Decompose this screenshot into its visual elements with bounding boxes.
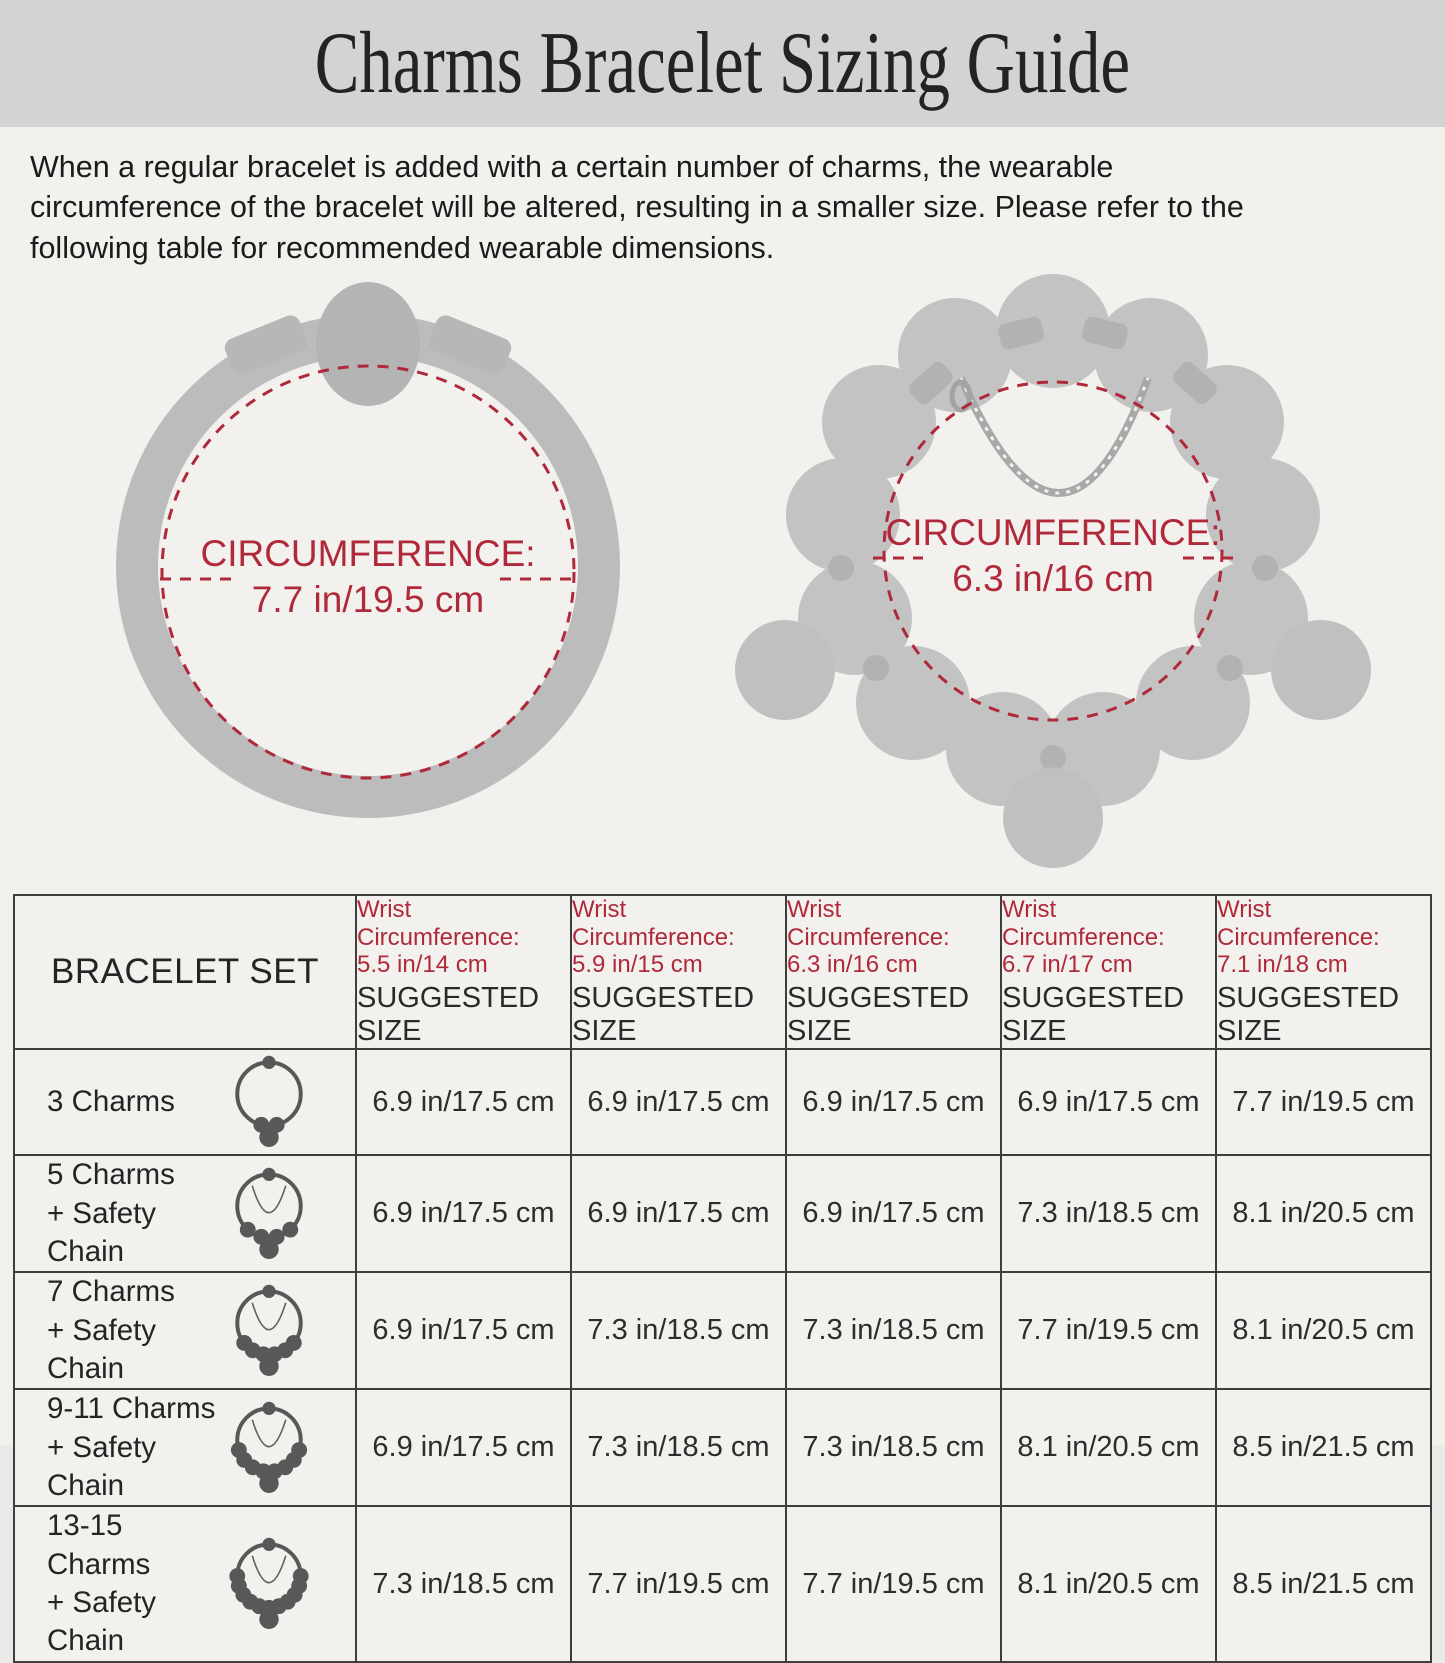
table-row [14, 1049, 1431, 1155]
wrist-circumference-label: Wrist Circumference: [1217, 895, 1380, 951]
bracelet-9-11-charms-safety-chain-icon [223, 1396, 315, 1500]
size-value: 8.5 in/21.5 cm [1216, 1389, 1431, 1506]
size-value: 7.7 in/19.5 cm [786, 1506, 1001, 1661]
suggested-size-label: SUGGESTED SIZE [357, 982, 540, 1048]
suggested-size-label: SUGGESTED SIZE [572, 982, 755, 1048]
size-value: 6.9 in/17.5 cm [786, 1049, 1001, 1155]
wrist-circumference-label: Wrist Circumference: [1002, 895, 1165, 951]
size-value: 8.1 in/20.5 cm [1216, 1272, 1431, 1389]
size-value: 7.3 in/18.5 cm [786, 1389, 1001, 1506]
bracelet-clasp [316, 282, 420, 406]
size-value: 8.5 in/21.5 cm [1216, 1506, 1431, 1661]
size-value: 8.1 in/20.5 cm [1216, 1155, 1431, 1272]
size-value: 7.3 in/18.5 cm [786, 1272, 1001, 1389]
page-title: Charms Bracelet Sizing Guide [314, 15, 1131, 112]
wrist-size: 5.5 in/14 cm [357, 951, 488, 979]
wrist-size: 6.3 in/16 cm [787, 951, 918, 979]
size-value: 7.7 in/19.5 cm [1001, 1272, 1216, 1389]
bracelet-set-icon [223, 1162, 315, 1266]
size-value: 7.3 in/18.5 cm [1001, 1155, 1216, 1272]
plain-bracelet-figure [58, 294, 678, 824]
size-value: 8.1 in/20.5 cm [1001, 1506, 1216, 1661]
bracelet-set-icon [223, 1279, 315, 1383]
wrist-size: 6.7 in/17 cm [1002, 951, 1133, 979]
wrist-size: 7.1 in/18 cm [1217, 951, 1348, 979]
intro-line-1: When a regular bracelet is added with a certain number of charms, the wearable [30, 150, 1114, 184]
size-value: 6.9 in/17.5 cm [356, 1049, 571, 1155]
intro-paragraph [30, 147, 1417, 268]
size-value: 6.9 in/17.5 cm [356, 1155, 571, 1272]
table-row [14, 1506, 1431, 1661]
size-value: 6.9 in/17.5 cm [1001, 1049, 1216, 1155]
bracelet-set-label: 7 Charms + Safety Chain [47, 1275, 175, 1385]
sizing-table [13, 894, 1432, 1663]
wrist-circumference-label: Wrist Circumference: [787, 895, 950, 951]
wrist-circumference-label: Wrist Circumference: [357, 895, 520, 951]
column-header-wrist-7-1 [1216, 895, 1431, 1049]
column-header-wrist-5-9 [571, 895, 786, 1049]
circumference-label: CIRCUMFERENCE: [885, 511, 1221, 553]
bracelet-3-charms-icon [223, 1050, 315, 1154]
size-value: 7.3 in/18.5 cm [571, 1272, 786, 1389]
table-header-row [14, 895, 1431, 1049]
title-banner [0, 0, 1445, 127]
circumference-value: 7.7 in/19.5 cm [251, 578, 485, 620]
intro-line-3: following table for recommended wearable dimensions. [30, 230, 775, 265]
bracelet-set-label: 13-15 Charms + Safety Chain [47, 1509, 157, 1658]
size-value: 7.3 in/18.5 cm [571, 1389, 786, 1506]
bracelet-diagrams [0, 268, 1445, 878]
bracelet-set-label: 3 Charms [47, 1085, 175, 1119]
charm-bracelet-diagram-icon [733, 278, 1393, 878]
wrist-size: 5.9 in/15 cm [572, 951, 703, 979]
size-value: 6.9 in/17.5 cm [571, 1155, 786, 1272]
table-row [14, 1272, 1431, 1389]
column-header-wrist-5-5 [356, 895, 571, 1049]
size-value: 6.9 in/17.5 cm [356, 1272, 571, 1389]
wrist-circumference-label: Wrist Circumference: [572, 895, 735, 951]
column-header-wrist-6-7 [1001, 895, 1216, 1049]
charm-bracelet-figure [733, 278, 1393, 878]
bracelet-set-label: 5 Charms + Safety Chain [47, 1158, 175, 1268]
table-row [14, 1155, 1431, 1272]
suggested-size-label: SUGGESTED SIZE [1002, 982, 1185, 1048]
size-value: 6.9 in/17.5 cm [571, 1049, 786, 1155]
suggested-size-label: SUGGESTED SIZE [787, 982, 970, 1048]
plain-bracelet-diagram-icon [58, 294, 678, 824]
intro-line-2: circumference of the bracelet will be altered, resulting in a smaller size. Please refer to the [30, 190, 1244, 225]
bracelet-set-icon [223, 1050, 315, 1154]
suggested-size-label: SUGGESTED SIZE [1217, 982, 1400, 1048]
bracelet-5-charms-safety-chain-icon [223, 1162, 315, 1266]
circumference-value: 6.3 in/16 cm [952, 557, 1154, 599]
column-header-wrist-6-3 [786, 895, 1001, 1049]
size-value: 6.9 in/17.5 cm [786, 1155, 1001, 1272]
bracelet-set-label: 9-11 Charms + Safety Chain [47, 1392, 216, 1502]
size-value: 7.7 in/19.5 cm [571, 1506, 786, 1661]
bracelet-13-15-charms-safety-chain-icon [223, 1532, 315, 1636]
bracelet-set-header: BRACELET SET [51, 951, 319, 991]
size-value: 7.3 in/18.5 cm [356, 1506, 571, 1661]
bracelet-set-icon [223, 1532, 315, 1636]
size-value: 7.7 in/19.5 cm [1216, 1049, 1431, 1155]
circumference-label: CIRCUMFERENCE: [200, 532, 536, 574]
bracelet-7-charms-safety-chain-icon [223, 1279, 315, 1383]
table-row [14, 1389, 1431, 1506]
size-value: 8.1 in/20.5 cm [1001, 1389, 1216, 1506]
size-value: 6.9 in/17.5 cm [356, 1389, 571, 1506]
bracelet-set-icon [223, 1396, 315, 1500]
